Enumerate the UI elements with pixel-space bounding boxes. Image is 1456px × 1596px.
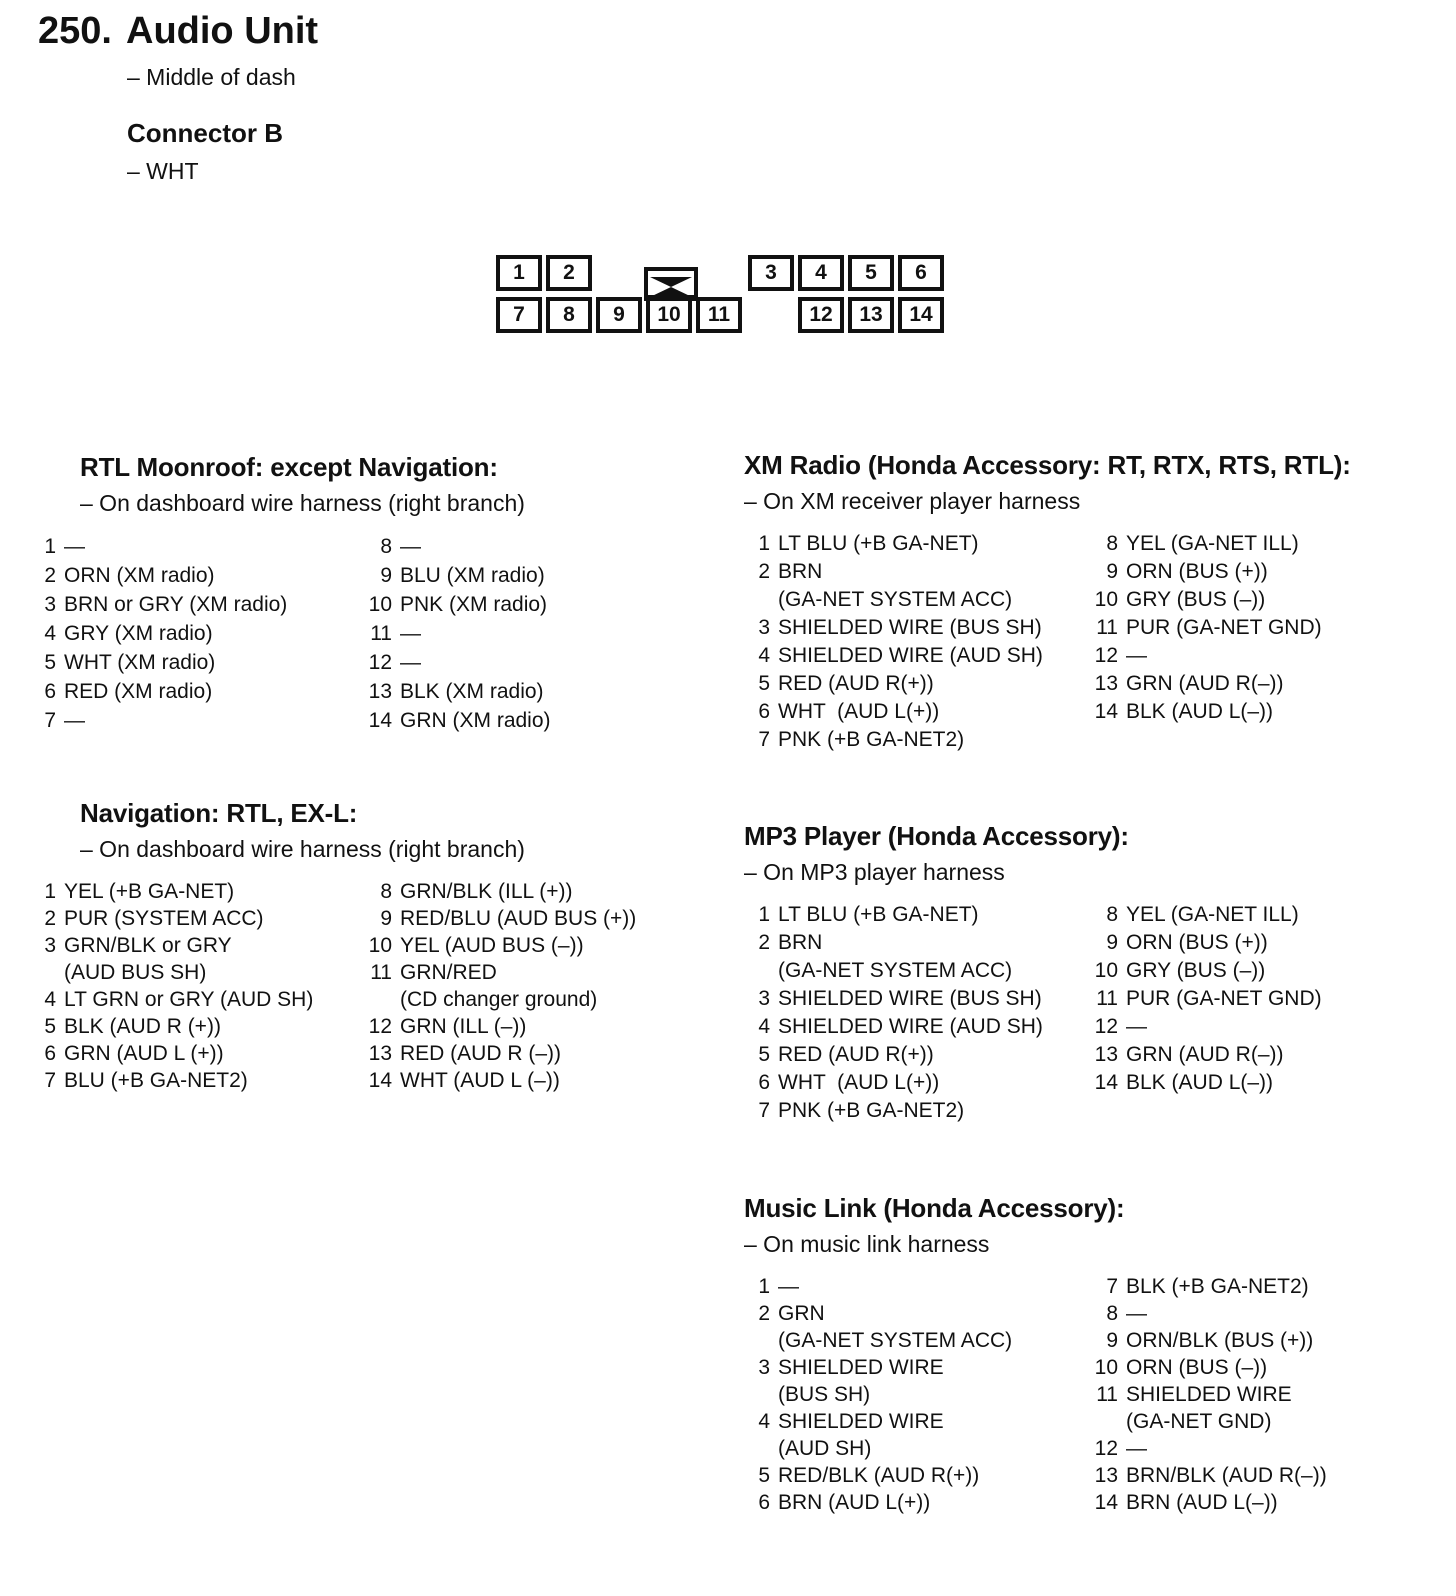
- pin-entry: [1094, 957, 1322, 985]
- pin-entry: [368, 619, 551, 648]
- pin-list-music-link-left: [746, 1273, 1012, 1516]
- pin-number: 13: [1094, 1464, 1118, 1487]
- section-title-xm-radio: XM Radio (Honda Accessory: RT, RTX, RTS, RTL):: [744, 450, 1351, 480]
- pin-number: 7: [44, 1069, 56, 1092]
- pin-entry: [32, 905, 313, 932]
- pin-entry: [1094, 1041, 1322, 1069]
- pin-description: PNK (+B GA-NET2): [778, 728, 965, 751]
- pin-description: LT BLU (+B GA-NET): [778, 903, 979, 926]
- pin-entry: [368, 561, 551, 590]
- pin-description: WHT (AUD L(+)): [778, 1071, 940, 1094]
- pin-description: YEL (AUD BUS (–)): [400, 934, 584, 957]
- component-number: 250.: [38, 10, 112, 52]
- pin-number: 13: [368, 1042, 392, 1065]
- pin-description: RED/BLK (AUD R(+)): [778, 1464, 980, 1487]
- pin-entry: [746, 670, 1043, 698]
- connector-color: – WHT: [127, 158, 199, 184]
- pin-entry: [746, 1041, 1043, 1069]
- pin-number: 2: [758, 1302, 770, 1325]
- pin-entry: [1094, 1462, 1327, 1489]
- pin-description: RED (AUD R(+)): [778, 1043, 934, 1066]
- pin-list-rtl-moonroof-left: [32, 532, 287, 735]
- pin-description: BLK (AUD L(–)): [1126, 1071, 1274, 1094]
- pin-number: 5: [758, 672, 770, 695]
- pin-number: 1: [758, 1275, 770, 1298]
- pin-description: GRN (ILL (–)): [400, 1015, 527, 1038]
- section-subtitle-navigation: – On dashboard wire harness (right branch): [80, 836, 525, 862]
- pin-description: BLK (AUD R (+)): [64, 1015, 221, 1038]
- pin-entry: [746, 985, 1043, 1013]
- pin-number: 13: [1094, 672, 1118, 695]
- pin-description: BRN (AUD L(+)): [778, 1491, 931, 1514]
- pin-description: BLK (+B GA-NET2): [1126, 1275, 1309, 1298]
- connector-diagram: [494, 253, 956, 341]
- pin-number: 2: [44, 907, 56, 930]
- pin-number: 11: [1096, 987, 1118, 1010]
- pin-entry: [368, 1040, 636, 1067]
- pin-description: SHIELDED WIRE (BUS SH): [778, 987, 1042, 1010]
- pin-number: 3: [758, 616, 770, 639]
- section-title-navigation: Navigation: RTL, EX-L:: [80, 798, 358, 828]
- pin-description: PUR (GA-NET GND): [1126, 616, 1322, 639]
- pin-entry: [1094, 1489, 1327, 1516]
- pin-10: 10: [646, 297, 692, 333]
- pin-number: 8: [1106, 1302, 1118, 1325]
- pin-description: RED/BLU (AUD BUS (+)): [400, 907, 637, 930]
- pin-number: 2: [44, 564, 56, 587]
- pin-entry: [746, 1300, 1012, 1354]
- pin-number: 7: [758, 728, 770, 751]
- pin-number: 14: [1094, 700, 1118, 723]
- pin-list-mp3-player-right: [1094, 901, 1322, 1097]
- pin-9: 9: [596, 297, 642, 333]
- pin-entry: [746, 1097, 1043, 1125]
- pin-number: 9: [380, 564, 392, 587]
- pin-entry: [746, 1408, 1012, 1462]
- pin-number: 11: [1096, 616, 1118, 639]
- section-subtitle-music-link: – On music link harness: [744, 1231, 990, 1257]
- pin-list-navigation-right: [368, 878, 636, 1094]
- pin-description: YEL (GA-NET ILL): [1126, 532, 1299, 555]
- pin-description: GRY (XM radio): [64, 622, 213, 645]
- pin-number: 10: [368, 593, 392, 616]
- pin-number: 10: [368, 934, 392, 957]
- pin-entry: [32, 619, 287, 648]
- pin-entry: [32, 1067, 313, 1094]
- pin-description: RED (AUD R (–)): [400, 1042, 561, 1065]
- pin-number: 3: [758, 1356, 770, 1379]
- pin-description: ORN (XM radio): [64, 564, 215, 587]
- pin-number: 14: [1094, 1491, 1118, 1514]
- pin-number: 9: [1106, 560, 1118, 583]
- pin-entry: [32, 878, 313, 905]
- pin-description: SHIELDED WIRE (AUD SH): [778, 644, 1043, 667]
- pin-description: RED (AUD R(+)): [778, 672, 934, 695]
- pin-number: 4: [44, 622, 56, 645]
- connector-label: Connector B: [127, 118, 283, 148]
- pin-number: 8: [1106, 532, 1118, 555]
- pin-entry: [1094, 1435, 1327, 1462]
- pin-number: 6: [44, 1042, 56, 1065]
- pin-entry: [1094, 586, 1322, 614]
- pin-description: YEL (GA-NET ILL): [1126, 903, 1299, 926]
- pin-number: 9: [380, 907, 392, 930]
- pin-entry: [1094, 1013, 1322, 1041]
- pin-number: 10: [1094, 959, 1118, 982]
- pin-entry: [746, 901, 1043, 929]
- pin-entry: [368, 878, 636, 905]
- pin-description: SHIELDED WIRE (AUD SH): [778, 1410, 944, 1460]
- pin-number: 10: [1094, 1356, 1118, 1379]
- pin-entry: [746, 726, 1043, 754]
- pin-entry: [368, 1067, 636, 1094]
- pin-number: 5: [758, 1043, 770, 1066]
- pin-description: —: [1126, 1302, 1147, 1325]
- pin-list-mp3-player-left: [746, 901, 1043, 1125]
- pin-entry: [1094, 1300, 1327, 1327]
- pin-description: —: [64, 709, 85, 732]
- pin-entry: [746, 698, 1043, 726]
- pin-entry: [368, 706, 551, 735]
- pin-description: BLU (XM radio): [400, 564, 545, 587]
- pin-number: 13: [1094, 1043, 1118, 1066]
- pin-entry: [746, 642, 1043, 670]
- pin-entry: [32, 1040, 313, 1067]
- pin-number: 4: [758, 644, 770, 667]
- pin-description: BLU (+B GA-NET2): [64, 1069, 248, 1092]
- pin-number: 11: [1096, 1383, 1118, 1406]
- pin-number: 4: [44, 988, 56, 1011]
- pin-entry: [32, 986, 313, 1013]
- pin-number: 10: [1094, 588, 1118, 611]
- pin-entry: [368, 959, 636, 1013]
- pin-description: ORN/BLK (BUS (+)): [1126, 1329, 1314, 1352]
- pin-description: PUR (GA-NET GND): [1126, 987, 1322, 1010]
- pin-description: GRN (GA-NET SYSTEM ACC): [778, 1302, 1013, 1352]
- pin-number: 4: [758, 1015, 770, 1038]
- pin-description: WHT (AUD L (–)): [400, 1069, 560, 1092]
- pin-1: 1: [496, 255, 542, 291]
- pin-entry: [1094, 614, 1322, 642]
- pin-number: 1: [44, 535, 56, 558]
- pin-entry: [1094, 1354, 1327, 1381]
- pin-4: 4: [798, 255, 844, 291]
- pin-entry: [32, 561, 287, 590]
- pin-number: 9: [1106, 931, 1118, 954]
- pin-list-xm-radio-right: [1094, 530, 1322, 726]
- pin-description: GRN/BLK (ILL (+)): [400, 880, 573, 903]
- pin-number: 6: [758, 1071, 770, 1094]
- pin-description: GRN (XM radio): [400, 709, 551, 732]
- pin-description: PUR (SYSTEM ACC): [64, 907, 264, 930]
- pin-description: ORN (BUS (+)): [1126, 560, 1268, 583]
- pin-number: 5: [44, 651, 56, 674]
- pin-description: BRN (GA-NET SYSTEM ACC): [778, 560, 1013, 611]
- pin-entry: [746, 1013, 1043, 1041]
- pin-number: 7: [1106, 1275, 1118, 1298]
- pin-number: 6: [44, 680, 56, 703]
- pin-number: 9: [1106, 1329, 1118, 1352]
- pin-entry: [368, 905, 636, 932]
- pin-description: BLK (AUD L(–)): [1126, 700, 1274, 723]
- pin-description: GRY (BUS (–)): [1126, 959, 1266, 982]
- pin-description: ORN (BUS (+)): [1126, 931, 1268, 954]
- pin-number: 12: [1094, 644, 1118, 667]
- pin-entry: [746, 530, 1043, 558]
- pin-entry: [32, 648, 287, 677]
- pin-entry: [368, 532, 551, 561]
- pin-entry: [32, 706, 287, 735]
- pin-entry: [32, 532, 287, 561]
- pin-description: —: [400, 622, 421, 645]
- section-subtitle-mp3-player: – On MP3 player harness: [744, 859, 1005, 885]
- pin-14: 14: [898, 297, 944, 333]
- pin-description: —: [400, 535, 421, 558]
- pin-entry: [1094, 698, 1322, 726]
- pin-description: WHT (AUD L(+)): [778, 700, 940, 723]
- page-title: [38, 10, 318, 53]
- pin-description: —: [1126, 1015, 1147, 1038]
- pin-entry: [1094, 1381, 1327, 1435]
- pin-description: —: [64, 535, 85, 558]
- pin-entry: [746, 558, 1043, 614]
- pin-entry: [32, 590, 287, 619]
- locking-tab-icon: [644, 267, 698, 301]
- pin-entry: [1094, 558, 1322, 586]
- pin-number: 5: [758, 1464, 770, 1487]
- section-title-music-link: Music Link (Honda Accessory):: [744, 1193, 1125, 1223]
- pin-entry: [1094, 1327, 1327, 1354]
- section-title-mp3-player: MP3 Player (Honda Accessory):: [744, 821, 1129, 851]
- pin-number: 3: [44, 593, 56, 616]
- pin-description: SHIELDED WIRE (AUD SH): [778, 1015, 1043, 1038]
- pin-list-xm-radio-left: [746, 530, 1043, 754]
- pin-entry: [746, 614, 1043, 642]
- pin-number: 14: [368, 1069, 392, 1092]
- section-subtitle-rtl-moonroof: – On dashboard wire harness (right branch): [80, 490, 525, 516]
- pin-description: —: [400, 651, 421, 674]
- pin-entry: [1094, 929, 1322, 957]
- section-subtitle-xm-radio: – On XM receiver player harness: [744, 488, 1081, 514]
- pin-description: —: [778, 1275, 799, 1298]
- pin-number: 12: [1094, 1437, 1118, 1460]
- pin-entry: [368, 1013, 636, 1040]
- pin-description: GRN (AUD R(–)): [1126, 672, 1284, 695]
- pin-entry: [32, 932, 313, 986]
- pin-entry: [1094, 530, 1322, 558]
- pin-description: —: [1126, 644, 1147, 667]
- pin-description: LT BLU (+B GA-NET): [778, 532, 979, 555]
- pin-number: 12: [1094, 1015, 1118, 1038]
- pin-entry: [1094, 901, 1322, 929]
- pin-entry: [1094, 642, 1322, 670]
- pin-description: PNK (+B GA-NET2): [778, 1099, 965, 1122]
- pin-number: 2: [758, 560, 770, 583]
- pin-number: 1: [44, 880, 56, 903]
- pin-description: RED (XM radio): [64, 680, 213, 703]
- pin-8: 8: [546, 297, 592, 333]
- pin-number: 11: [370, 961, 392, 984]
- component-name: Audio Unit: [126, 10, 319, 52]
- pin-description: BRN/BLK (AUD R(–)): [1126, 1464, 1327, 1487]
- pin-number: 1: [758, 532, 770, 555]
- pin-7: 7: [496, 297, 542, 333]
- pin-entry: [1094, 985, 1322, 1013]
- pin-description: SHIELDED WIRE (BUS SH): [778, 1356, 944, 1406]
- pin-number: 8: [1106, 903, 1118, 926]
- pin-description: BRN (GA-NET SYSTEM ACC): [778, 931, 1013, 982]
- pin-2: 2: [546, 255, 592, 291]
- pin-number: 14: [368, 709, 392, 732]
- pin-number: 5: [44, 1015, 56, 1038]
- pin-entry: [1094, 1069, 1322, 1097]
- pin-entry: [1094, 670, 1322, 698]
- pin-entry: [746, 929, 1043, 985]
- pin-entry: [368, 590, 551, 619]
- pin-13: 13: [848, 297, 894, 333]
- pin-description: BRN or GRY (XM radio): [64, 593, 288, 616]
- pin-description: GRY (BUS (–)): [1126, 588, 1266, 611]
- pin-entry: [32, 677, 287, 706]
- pin-description: YEL (+B GA-NET): [64, 880, 235, 903]
- pin-number: 6: [758, 1491, 770, 1514]
- pin-entry: [746, 1489, 1012, 1516]
- pin-number: 12: [368, 651, 392, 674]
- pin-description: —: [1126, 1437, 1147, 1460]
- pin-description: ORN (BUS (–)): [1126, 1356, 1268, 1379]
- pin-number: 3: [758, 987, 770, 1010]
- pin-entry: [32, 1013, 313, 1040]
- pin-number: 2: [758, 931, 770, 954]
- pin-number: 3: [44, 934, 56, 957]
- pin-entry: [746, 1273, 1012, 1300]
- pin-6: 6: [898, 255, 944, 291]
- pin-entry: [368, 648, 551, 677]
- pin-description: PNK (XM radio): [400, 593, 548, 616]
- pin-number: 13: [368, 680, 392, 703]
- pin-entry: [1094, 1273, 1327, 1300]
- pin-list-music-link-right: [1094, 1273, 1327, 1516]
- pin-description: WHT (XM radio): [64, 651, 216, 674]
- pin-number: 14: [1094, 1071, 1118, 1094]
- pin-number: 1: [758, 903, 770, 926]
- pin-description: GRN/RED (CD changer ground): [400, 961, 598, 1011]
- pin-description: GRN/BLK or GRY (AUD BUS SH): [64, 934, 232, 984]
- pin-number: 7: [758, 1099, 770, 1122]
- pin-entry: [368, 677, 551, 706]
- pin-description: LT GRN or GRY (AUD SH): [64, 988, 314, 1011]
- pin-number: 11: [370, 622, 392, 645]
- pin-description: SHIELDED WIRE (GA-NET GND): [1126, 1383, 1292, 1433]
- section-title-rtl-moonroof: RTL Moonroof: except Navigation:: [80, 452, 498, 482]
- pin-number: 4: [758, 1410, 770, 1433]
- pin-description: BLK (XM radio): [400, 680, 544, 703]
- pin-list-navigation-left: [32, 878, 313, 1094]
- pin-description: BRN (AUD L(–)): [1126, 1491, 1278, 1514]
- pin-number: 8: [380, 880, 392, 903]
- pin-list-rtl-moonroof-right: [368, 532, 551, 735]
- location-text: – Middle of dash: [127, 64, 296, 90]
- pin-entry: [746, 1354, 1012, 1408]
- pin-description: GRN (AUD R(–)): [1126, 1043, 1284, 1066]
- pin-description: GRN (AUD L (+)): [64, 1042, 224, 1065]
- pin-number: 8: [380, 535, 392, 558]
- pin-description: SHIELDED WIRE (BUS SH): [778, 616, 1042, 639]
- pin-number: 6: [758, 700, 770, 723]
- pin-number: 7: [44, 709, 56, 732]
- pin-entry: [746, 1462, 1012, 1489]
- pin-entry: [368, 932, 636, 959]
- pin-3: 3: [748, 255, 794, 291]
- pin-entry: [746, 1069, 1043, 1097]
- pin-number: 12: [368, 1015, 392, 1038]
- pin-12: 12: [798, 297, 844, 333]
- pin-11: 11: [696, 297, 742, 333]
- pin-5: 5: [848, 255, 894, 291]
